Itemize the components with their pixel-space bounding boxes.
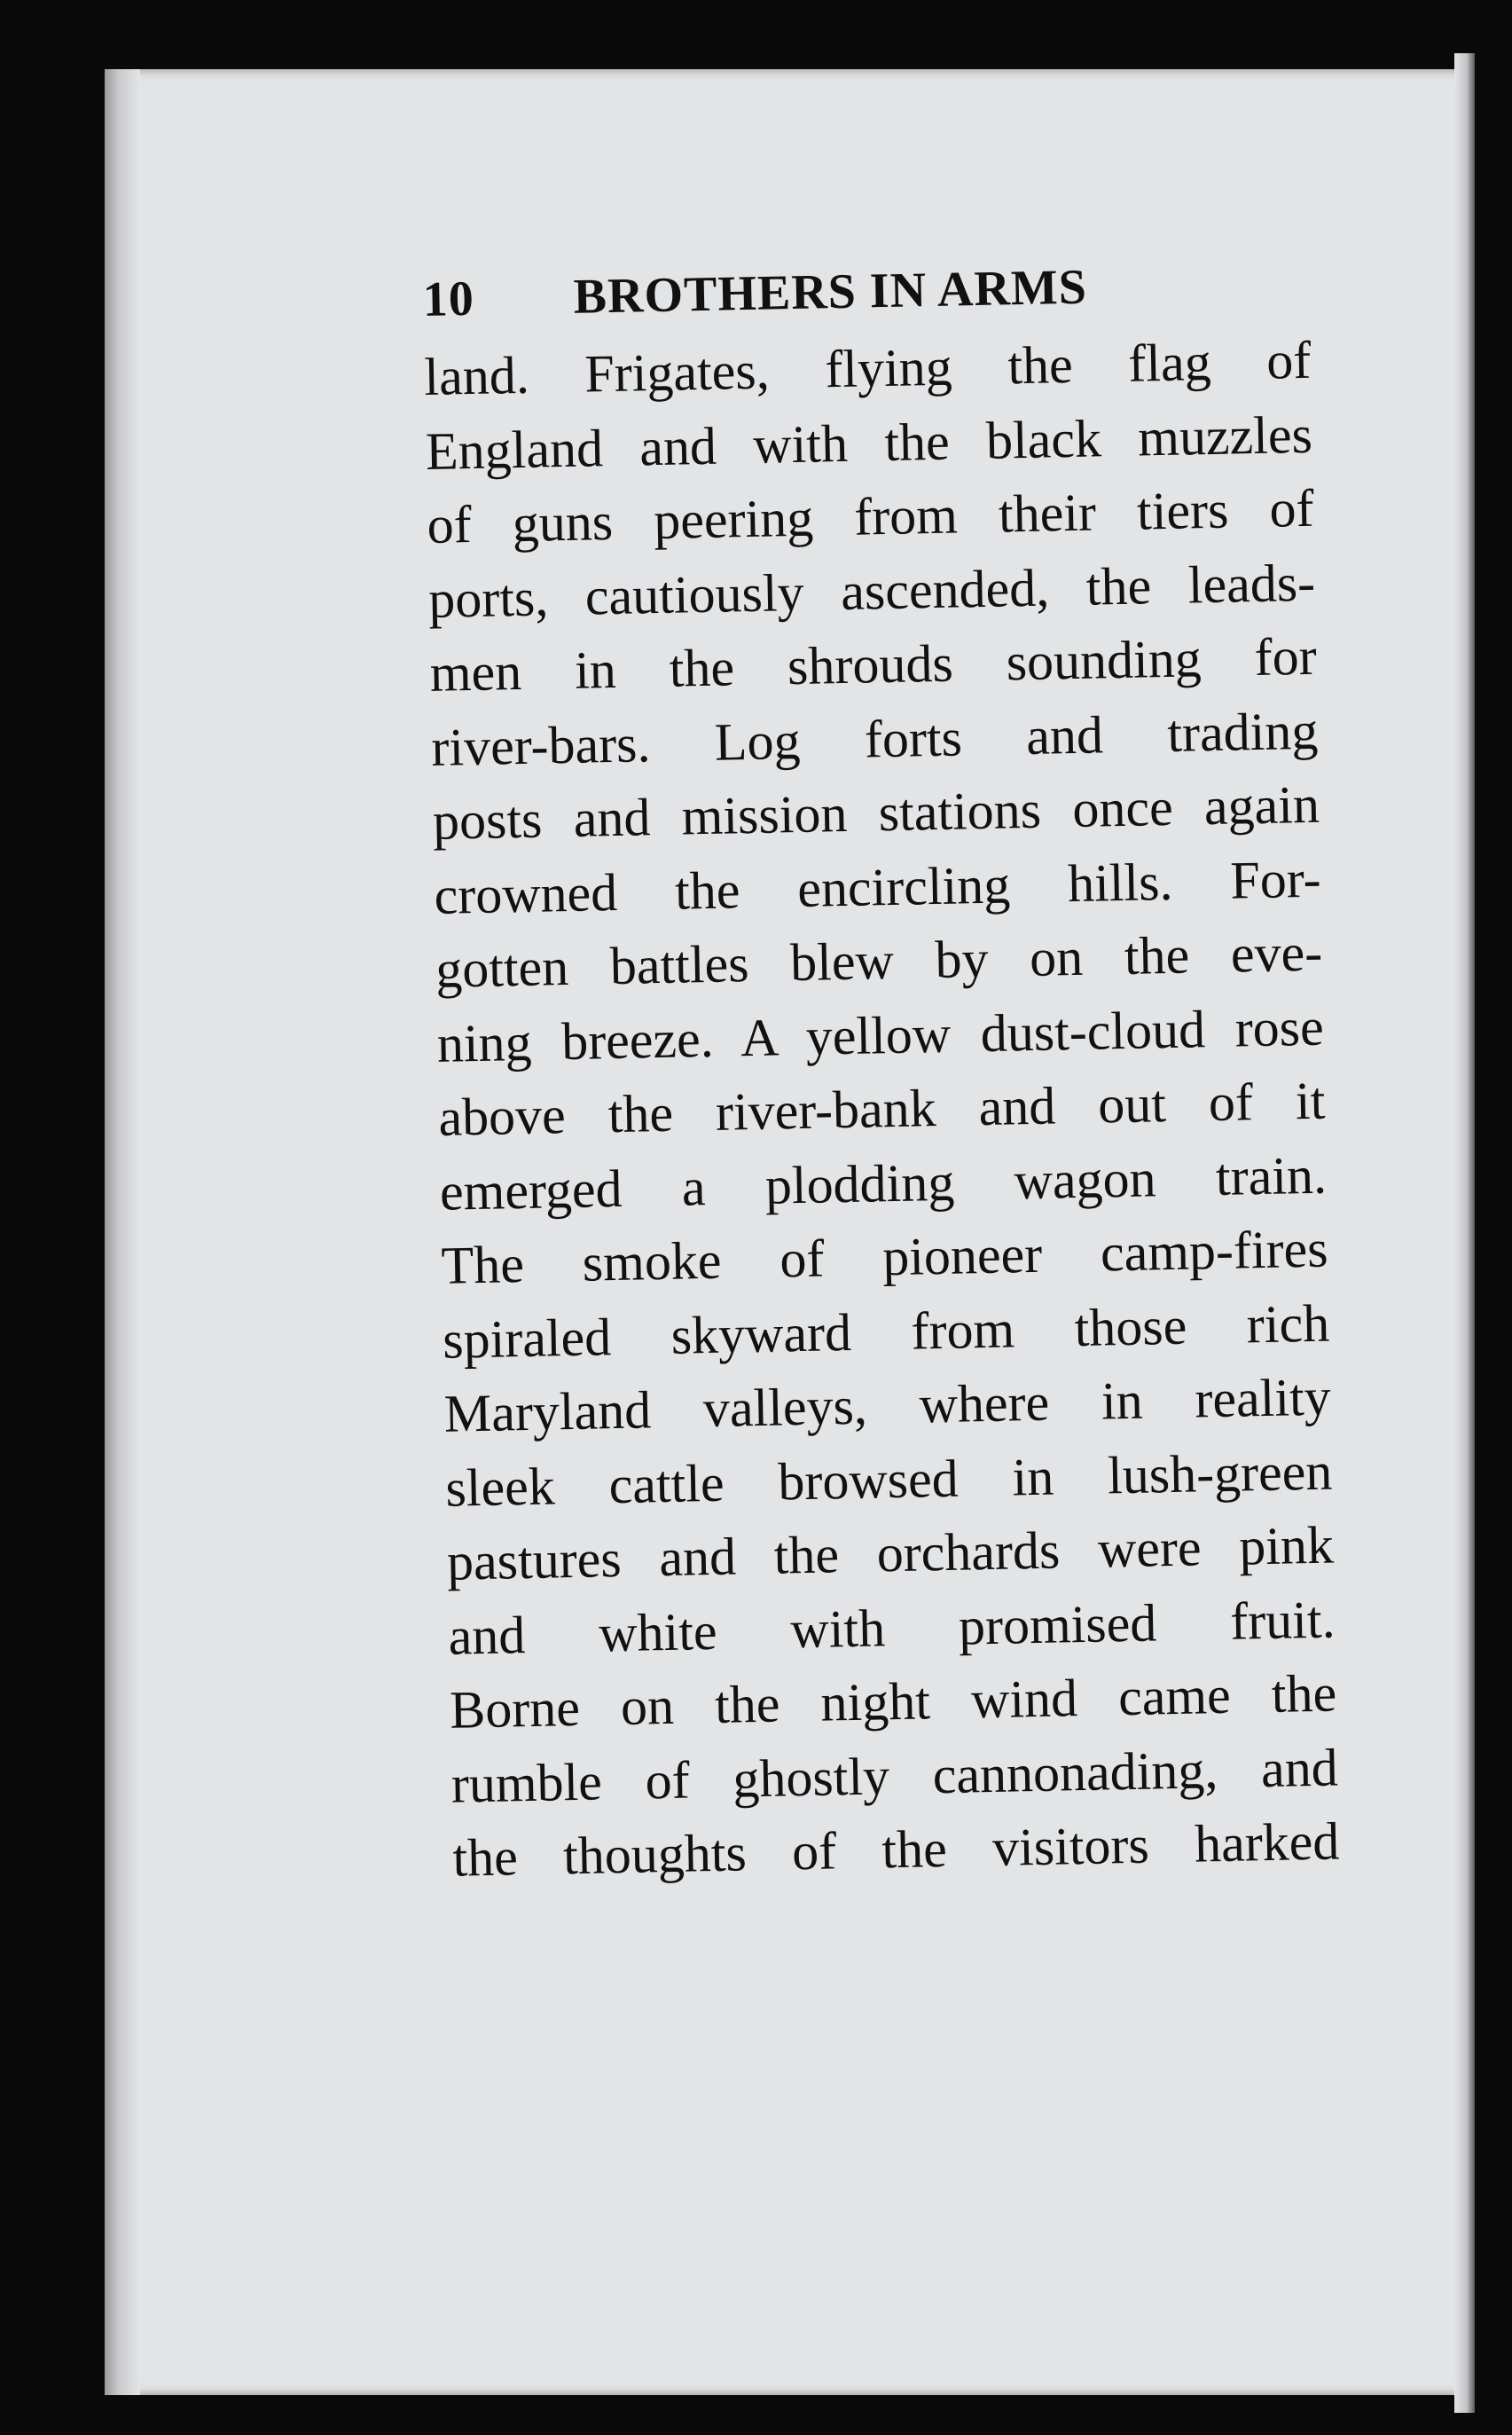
text-line: men in the shrouds sounding for — [429, 626, 1318, 703]
text-line: ning breeze. A yellow dust-cloud rose — [436, 997, 1325, 1073]
page-gutter-shadow — [105, 69, 140, 2395]
text-line: river-bars. Log forts and trading — [430, 701, 1319, 777]
text-line: of guns peering from their tiers of — [426, 478, 1315, 554]
text-line: posts and mission stations once again — [432, 774, 1320, 851]
text-line: crowned the encircling hills. For- — [433, 849, 1322, 925]
text-line: the thoughts of the visitors harked — [451, 1811, 1340, 1888]
text-line: England and with the black muzzles — [425, 405, 1313, 481]
page-right-edge — [1454, 53, 1475, 2413]
text-line: emerged a plodding wagon train. — [439, 1145, 1328, 1221]
text-line: sleek cattle browsed in lush-green — [444, 1441, 1333, 1518]
text-line: rumble of ghostly cannonading, and — [450, 1737, 1339, 1814]
body-text — [424, 323, 1367, 1896]
page-text-block — [422, 248, 1367, 1896]
text-line: Borne on the night wind came the — [449, 1663, 1337, 1740]
text-line: pastures and the orchards were pink — [446, 1515, 1335, 1591]
text-line: Maryland valleys, where in reality — [443, 1367, 1332, 1443]
text-line: The smoke of pioneer camp-fires — [441, 1219, 1329, 1295]
text-line: gotten battles blew by on the eve- — [435, 923, 1323, 999]
page-number: 10 — [422, 271, 475, 327]
text-line: land. Frigates, flying the flag of — [423, 330, 1312, 406]
text-line: spiraled skyward from those rich — [442, 1293, 1330, 1370]
text-line: above the river-bank and out of it — [437, 1071, 1326, 1147]
running-title: BROTHERS IN ARMS — [573, 259, 1088, 325]
text-line: and white with promised fruit. — [448, 1590, 1336, 1666]
text-line: ports, cautiously ascended, the leads- — [427, 553, 1316, 629]
